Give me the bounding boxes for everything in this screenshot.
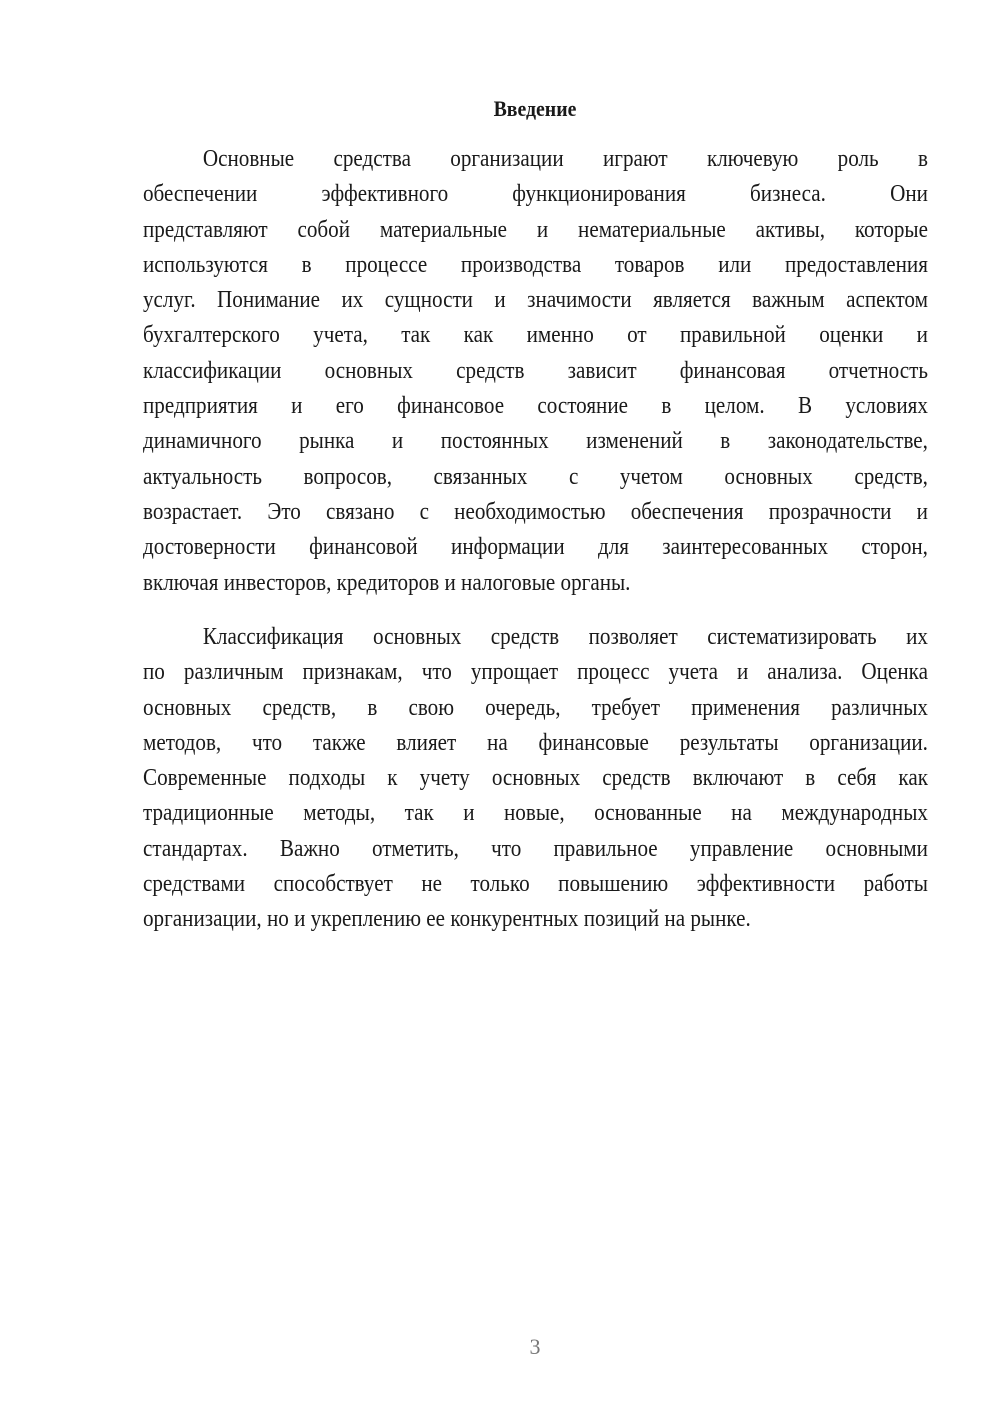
- text-line: актуальность вопросов, связанных с учетом основных средств,: [143, 463, 928, 490]
- text-line: организации, но и укреплению ее конкурентных позиций на рынке.: [143, 906, 751, 933]
- text-line: достоверности финансовой информации для заинтересованных сторон,: [143, 534, 928, 561]
- text-line: средствами способствует не только повышению эффективности работы: [143, 871, 928, 898]
- text-line: предприятия и его финансовое состояние в целом. В условиях: [143, 393, 928, 420]
- paragraph-2: [143, 620, 928, 938]
- text-line: Основные средства организации играют ключевую роль в: [202, 146, 928, 172]
- text-line: возрастает. Это связано с необходимостью обеспечения прозрачности и: [143, 498, 928, 525]
- text-line: динамичного рынка и постоянных изменений в законодательстве,: [143, 428, 928, 455]
- text-line: основных средств, в свою очередь, требует применения различных: [143, 694, 928, 721]
- text-line: по различным признакам, что упрощает процесс учета и анализа. Оценка: [143, 659, 928, 686]
- text-line: используются в процессе производства товаров или предоставления: [143, 251, 928, 278]
- text-line: стандартах. Важно отметить, что правильное управление основными: [143, 835, 928, 862]
- text-line: включая инвесторов, кредиторов и налоговые органы.: [143, 569, 631, 596]
- text-line: обеспечении эффективного функционирования бизнеса. Они: [143, 181, 928, 208]
- text-line: классификации основных средств зависит финансовая отчетность: [143, 357, 928, 384]
- section-title: Введение: [493, 96, 577, 121]
- text-line: Классификация основных средств позволяет систематизировать их: [202, 624, 928, 650]
- text-line: традиционные методы, так и новые, основанные на международных: [143, 800, 928, 827]
- page-number: 3: [529, 1334, 541, 1359]
- text-line: услуг. Понимание их сущности и значимости является важным аспектом: [143, 287, 928, 314]
- text-line: Современные подходы к учету основных средств включают в себя как: [143, 765, 928, 792]
- text-line: методов, что также влияет на финансовые результаты организации.: [143, 729, 928, 756]
- text-line: бухгалтерского учета, так как именно от правильной оценки и: [143, 322, 928, 349]
- paragraph-1: [143, 142, 928, 601]
- text-line: представляют собой материальные и нематериальные активы, которые: [143, 216, 928, 243]
